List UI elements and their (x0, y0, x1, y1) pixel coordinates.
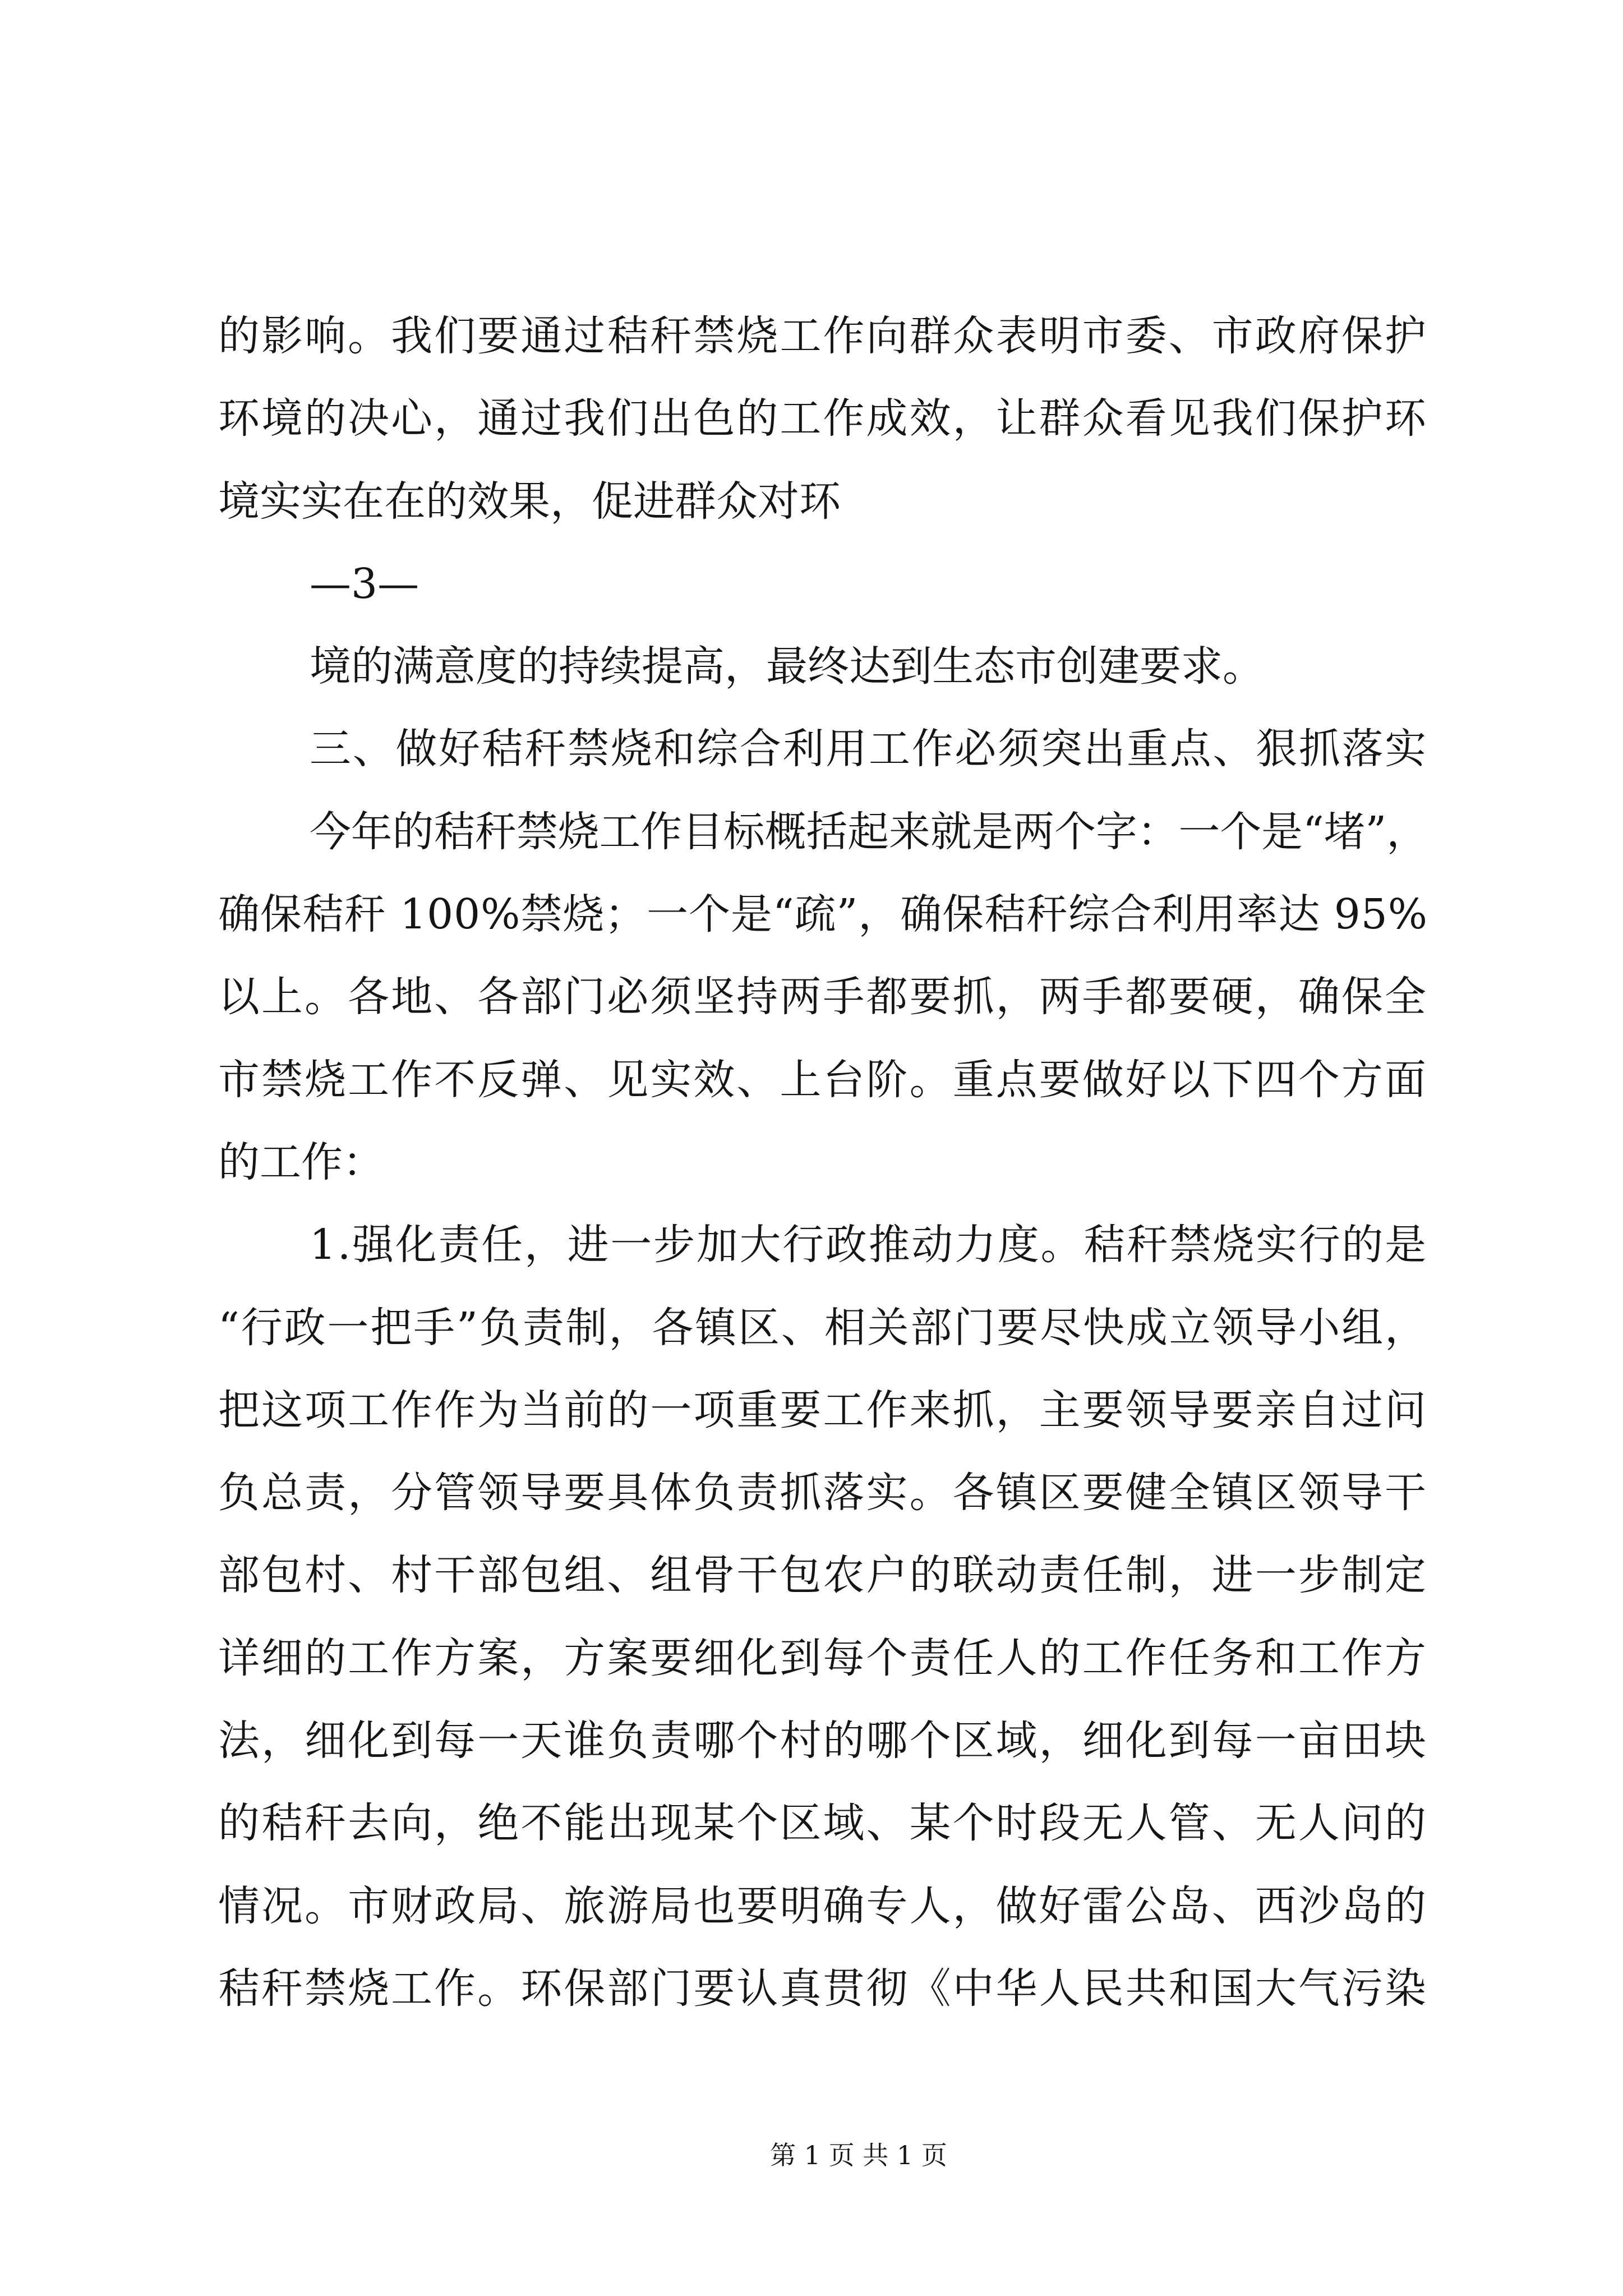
line-text: 把这项工作作为当前的一项重要工作来抓，主要领导要亲自过问 (218, 1386, 1428, 1434)
body-line (218, 1700, 1428, 1782)
line-text: 境的满意度的持续提高，最终达到生态市创建要求。 (310, 642, 1264, 691)
line-text: 以上。各地、各部门必须坚持两手都要抓，两手都要硬，确保全 (218, 973, 1428, 1022)
body-line (218, 1039, 1428, 1121)
body-line (310, 625, 1428, 708)
body-line (218, 1369, 1428, 1452)
body-line (218, 1948, 1428, 2030)
page-number-marker (310, 543, 1428, 625)
body-line (310, 791, 1428, 873)
line-text: 的影响。我们要通过秸秆禁烧工作向群众表明市委、市政府保护 (218, 312, 1428, 360)
line-text: 市禁烧工作不反弹、见实效、上台阶。重点要做好以下四个方面 (218, 1055, 1428, 1104)
line-text: 秸秆禁烧工作。环保部门要认真贯彻《中华人民共和国大气污染 (218, 1964, 1428, 2013)
subsection-line (310, 1204, 1428, 1286)
body-line (218, 1865, 1428, 1948)
section-heading (310, 708, 1428, 790)
body-line (218, 1534, 1428, 1617)
body-line (218, 873, 1428, 956)
body-line (218, 378, 1428, 460)
line-text: 1.强化责任，进一步加大行政推动力度。秸秆禁烧实行的是 (310, 1221, 1428, 1269)
body-line (218, 1617, 1428, 1700)
line-text: —3— (310, 559, 419, 608)
body-line (218, 1452, 1428, 1534)
body-line (218, 956, 1428, 1038)
line-text: 的工作： (218, 1138, 384, 1186)
line-text: 负总责，分管领导要具体负责抓落实。各镇区要健全镇区领导干 (218, 1469, 1428, 1517)
body-line (218, 295, 1428, 378)
page-footer: 第 1 页 共 1 页 (770, 2140, 947, 2170)
line-text: 境实实在在的效果，促进群众对环 (218, 477, 841, 526)
line-text: 今年的秸秆禁烧工作目标概括起来就是两个字：一个是“堵”， (310, 807, 1428, 856)
line-text: 法，细化到每一天谁负责哪个村的哪个区域，细化到每一亩田块 (218, 1717, 1428, 1765)
line-text: 的秸秆去向，绝不能出现某个区域、某个时段无人管、无人问的 (218, 1799, 1428, 1848)
line-text: “行政一把手”负责制，各镇区、相关部门要尽快成立领导小组， (218, 1303, 1428, 1352)
body-line (218, 461, 1428, 543)
line-text: 详细的工作方案，方案要细化到每个责任人的工作任务和工作方 (218, 1634, 1428, 1682)
line-text: 部包村、村干部包组、组骨干包农户的联动责任制，进一步制定 (218, 1551, 1428, 1600)
line-text: 确保秸秆 100%禁烧；一个是“疏”，确保秸秆综合利用率达 95% (218, 890, 1428, 939)
line-text: 情况。市财政局、旅游局也要明确专人，做好雷公岛、西沙岛的 (218, 1881, 1428, 1930)
body-text (218, 295, 1428, 2030)
line-text: 环境的决心，通过我们出色的工作成效，让群众看见我们保护环 (218, 394, 1428, 443)
body-line (218, 1287, 1428, 1369)
body-line (218, 1121, 1428, 1204)
body-line (218, 1782, 1428, 1865)
line-text: 三、做好秸秆禁烧和综合利用工作必须突出重点、狠抓落实 (310, 725, 1428, 774)
